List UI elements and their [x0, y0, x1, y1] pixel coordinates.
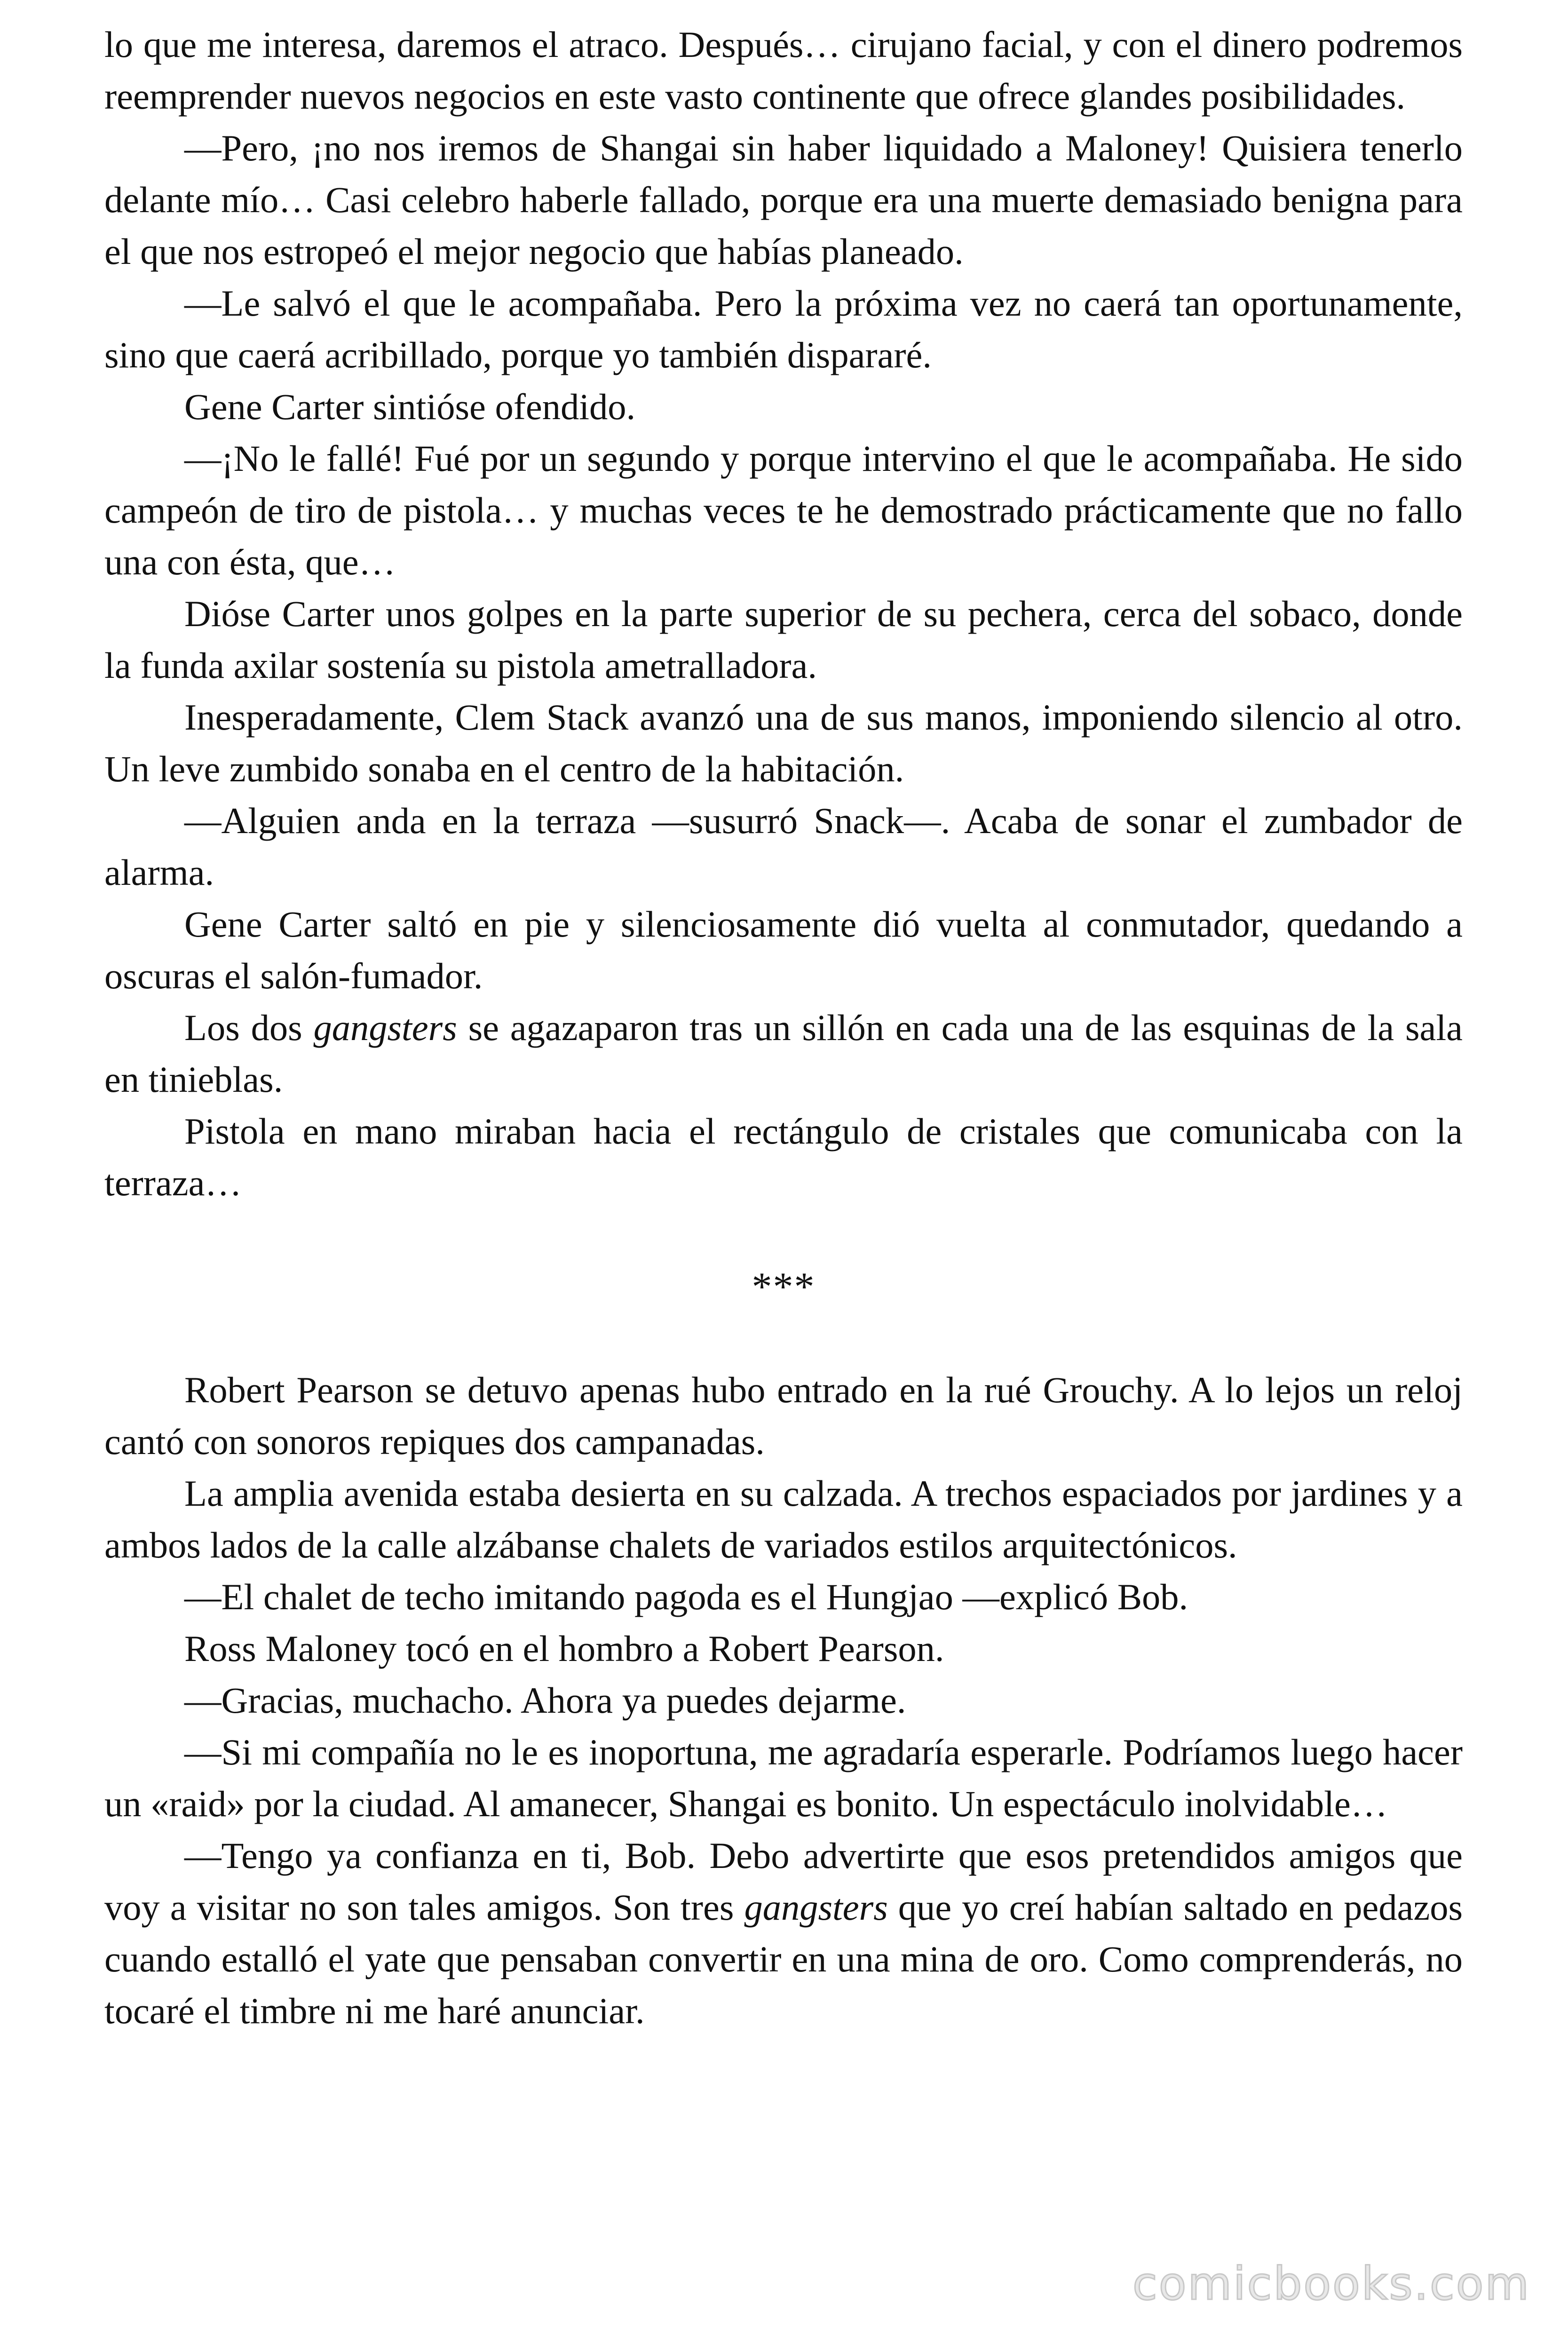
paragraph [104, 19, 1463, 122]
paragraph [104, 1105, 1463, 1209]
text-run: —Alguien anda en la terraza —susurró Snack—. Acaba de sonar el zumbador de alarma. [104, 800, 1463, 893]
paragraph [104, 588, 1463, 691]
paragraph [104, 898, 1463, 1002]
paragraph [104, 278, 1463, 381]
text-run: se agazaparon tras un sillón en cada una de las esquinas de la sala en tinieblas. [104, 1007, 1463, 1100]
paragraph [104, 1002, 1463, 1105]
book-page [104, 19, 1463, 2037]
text-run: lo que me interesa, daremos el atraco. Después… cirujano facial, y con el dinero podremos reemprender nuevos negocios en este vasto continente que ofrece glandes posibilidades. [104, 24, 1463, 117]
section-divider: *** [752, 1264, 816, 1309]
text-run: —Gracias, muchacho. Ahora ya puedes dejarme. [184, 1680, 906, 1721]
text-run: —El chalet de techo imitando pagoda es el Hungjao —explicó Bob. [184, 1576, 1188, 1617]
paragraph [104, 1675, 1463, 1726]
text-run: —Tengo ya confianza en ti, Bob. Debo advertirte que esos pretendidos amigos que voy a visitar no son tales amigos. Son tres [104, 1835, 1463, 1928]
paragraph [104, 1726, 1463, 1830]
text-run: —Si mi compañía no le es inoportuna, me agradaría esperarle. Podríamos luego hacer un «raid» por la ciudad. Al amanecer, Shangai es bonito. Un espectáculo inolvidable… [104, 1732, 1463, 1824]
text-run: La amplia avenida estaba desierta en su calzada. A trechos espaciados por jardines y a ambos lados de la calle alzábanse chalets de variados estilos arquitectónicos. [104, 1473, 1463, 1565]
paragraph [104, 795, 1463, 898]
paragraph [104, 381, 1463, 433]
text-run: Gene Carter sintióse ofendido. [184, 386, 636, 427]
text-run: Robert Pearson se detuvo apenas hubo entrado en la rué Grouchy. A lo lejos un reloj cantó con sonoros repiques dos campanadas. [104, 1369, 1463, 1462]
text-run: Los dos [184, 1007, 314, 1048]
text-run: Gene Carter saltó en pie y silenciosamente dió vuelta al conmutador, quedando a oscuras el salón-fumador. [104, 904, 1463, 996]
paragraph [104, 691, 1463, 795]
paragraph [104, 1571, 1463, 1623]
text-run: Pistola en mano miraban hacia el rectángulo de cristales que comunicaba con la terraza… [104, 1111, 1463, 1203]
paragraph [104, 1468, 1463, 1571]
text-run: Ross Maloney tocó en el hombro a Robert Pearson. [184, 1628, 944, 1669]
text-run: —Le salvó el que le acompañaba. Pero la próxima vez no caerá tan oportunamente, sino que caerá acribillado, porque yo también dispararé. [104, 283, 1463, 375]
paragraph [104, 122, 1463, 278]
watermark-logo: comicbooks.com [1132, 2257, 1530, 2310]
paragraph [104, 433, 1463, 588]
paragraph [104, 1830, 1463, 2037]
text-run: que yo creí habían saltado en pedazos cuando estalló el yate que pensaban convertir en una mina de oro. Como comprenderás, no tocaré el timbre ni me haré anunciar. [104, 1887, 1463, 2031]
paragraph [104, 1623, 1463, 1675]
text-run: —Pero, ¡no nos iremos de Shangai sin haber liquidado a Maloney! Quisiera tenerlo delante mío… Casi celebro haberle fallado, porque era una muerte demasiado benigna para el que nos estropeó el mejor negocio que habías planeado. [104, 127, 1463, 272]
text-run: Dióse Carter unos golpes en la parte superior de su pechera, cerca del sobaco, donde la funda axilar sostenía su pistola ametralladora. [104, 593, 1463, 686]
italic-text: gangsters [744, 1887, 888, 1928]
text-section-before-divider [104, 19, 1463, 1209]
italic-text: gangsters [313, 1007, 457, 1048]
paragraph [104, 1364, 1463, 1468]
text-run: —¡No le fallé! Fué por un segundo y porque intervino el que le acompañaba. He sido campeón de tiro de pistola… y muchas veces te he demostrado prácticamente que no fallo una con ésta, que… [104, 438, 1463, 582]
text-section-after-divider [104, 1364, 1463, 2037]
text-run: Inesperadamente, Clem Stack avanzó una de sus manos, imponiendo silencio al otro. Un leve zumbido sonaba en el centro de la habitación. [104, 697, 1463, 789]
